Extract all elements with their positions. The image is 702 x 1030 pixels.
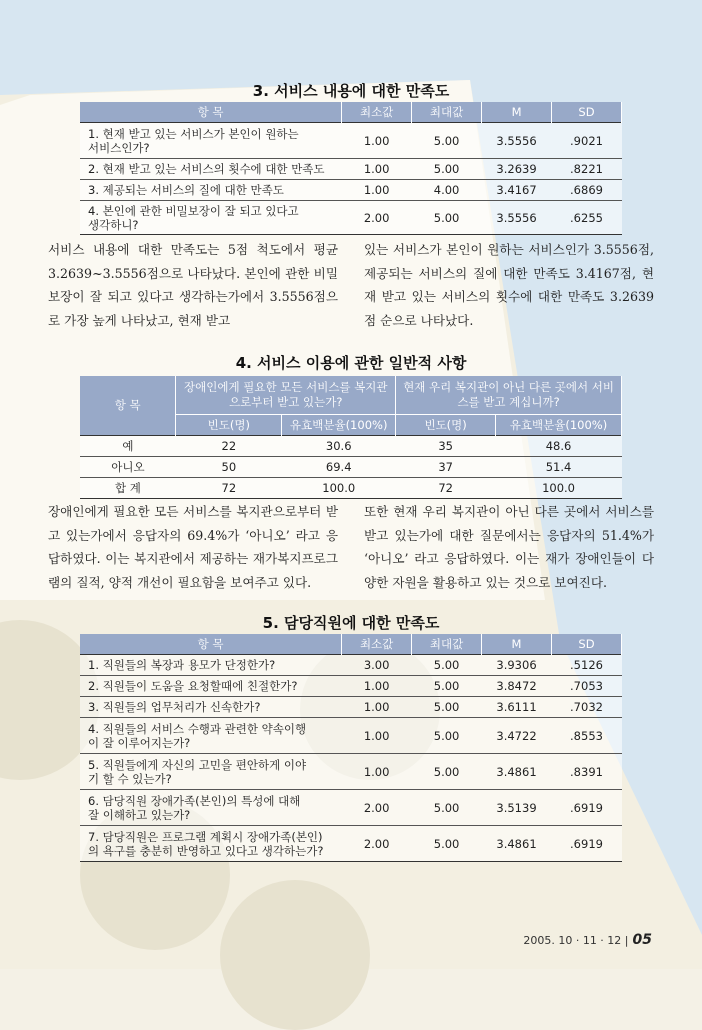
table-row: 6. 담당직원 장애가족(본인)의 특성에 대해 잘 이해하고 있는가? 2.00 5.00 3.5139 .6919	[80, 790, 622, 826]
header-pct-2: 유효백분율(100%)	[496, 414, 622, 435]
section4-title: 4. 서비스 이용에 관한 일반적 사항	[235, 354, 467, 372]
header-item: 항 목	[80, 102, 342, 123]
table-row: 4. 직원들의 서비스 수행과 관련한 약속이행이 잘 이루어지는가? 1.00 5.00 3.4722 .8553	[80, 718, 622, 754]
header-m: M	[482, 634, 552, 655]
section3-title: 3. 서비스 내용에 대한 만족도	[252, 82, 450, 100]
header-item: 항 목	[80, 634, 342, 655]
table-row: 3. 제공되는 서비스의 질에 대한 만족도 1.00 4.00 3.4167 .6869	[80, 180, 622, 201]
section3-table	[80, 102, 622, 235]
section3-text-left: 서비스 내용에 대한 만족도는 5점 척도에서 평균 3.2639~3.5556점으로 나타났다. 본인에 관한 비밀보장이 잘 되고 있다고 생각하는가에서 3.5556점으로 가장 높게 나타났고, 현재 받고	[48, 242, 338, 328]
section4-text-right: 또한 현재 우리 복지관이 아닌 다른 곳에서 서비스를 받고 있는가에 대한 질문에서는 응답자의 51.4%가 ‘아니오’ 라고 응답하였다. 이는 재가 장애인들이 다양한 자원을 활용하고 있는 것으로 보여진다.	[364, 504, 654, 590]
table-row: 예 22 30.6 35 48.6	[80, 435, 622, 456]
table-row: 7. 담당직원은 프로그램 계획시 장애가족(본인)의 욕구를 충분히 반영하고 있다고 생각하는가? 2.00 5.00 3.4861 .6919	[80, 826, 622, 862]
section3-text-right: 있는 서비스가 본인이 원하는 서비스인가 3.5556점, 제공되는 서비스의 질에 대한 만족도 3.4167점, 현재 받고 있는 서비스의 횟수에 대한 만족도 3.2639점 순으로 나타났다.	[364, 242, 654, 328]
table-row: 2. 직원들이 도움을 요청할때에 친절한가? 1.00 5.00 3.8472 .7053	[80, 676, 622, 697]
section5-title: 5. 담당직원에 대한 만족도	[262, 614, 440, 632]
header-m: M	[482, 102, 552, 123]
table-row: 4. 본인에 관한 비밀보장이 잘 되고 있다고 생각하니? 2.00 5.00 3.5556 .6255	[80, 201, 622, 235]
table-row: 3. 직원들의 업무처리가 신속한가? 1.00 5.00 3.6111 .7032	[80, 697, 622, 718]
table-row: 아니오 50 69.4 37 51.4	[80, 456, 622, 477]
table-row: 2. 현재 받고 있는 서비스의 횟수에 대한 만족도 1.00 5.00 3.2639 .8221	[80, 159, 622, 180]
header-freq-1: 빈도(명)	[176, 414, 282, 435]
issue-date: 2005. 10 · 11 · 12 |	[523, 934, 629, 947]
header-pct-1: 유효백분율(100%)	[282, 414, 396, 435]
header-item: 항 목	[80, 376, 176, 435]
section5-table	[80, 634, 622, 862]
header-sd: SD	[552, 634, 622, 655]
table-row: 1. 직원들의 복장과 용모가 단정한가? 3.00 5.00 3.9306 .5126	[80, 655, 622, 676]
table-row: 5. 직원들에게 자신의 고민을 편안하게 이야기 할 수 있는가? 1.00 5.00 3.4861 .8391	[80, 754, 622, 790]
header-sd: SD	[552, 102, 622, 123]
section4-table	[80, 376, 622, 499]
decor-dot	[220, 880, 370, 1030]
header-min: 최소값	[342, 102, 412, 123]
page-footer	[523, 932, 652, 948]
header-max: 최대값	[412, 634, 482, 655]
section4-text-left: 장애인에게 필요한 모든 서비스를 복지관으로부터 받고 있는가에서 응답자의 69.4%가 ‘아니오’ 라고 응답하였다. 이는 복지관에서 제공하는 재가복지프로그램의 질적, 양적 개선이 필요함을 보여주고 있다.	[48, 504, 338, 590]
header-freq-2: 빈도(명)	[396, 414, 496, 435]
header-min: 최소값	[342, 634, 412, 655]
page-number: 05	[632, 932, 652, 948]
header-q2: 현재 우리 복지관이 아닌 다른 곳에서 서비스를 받고 계십니까?	[396, 376, 622, 414]
header-max: 최대값	[412, 102, 482, 123]
table-row: 합 계 72 100.0 72 100.0	[80, 477, 622, 498]
header-q1: 장애인에게 필요한 모든 서비스를 복지관으로부터 받고 있는가?	[176, 376, 396, 414]
table-row: 1. 현재 받고 있는 서비스가 본인이 원하는 서비스인가? 1.00 5.00 3.5556 .9021	[80, 123, 622, 159]
